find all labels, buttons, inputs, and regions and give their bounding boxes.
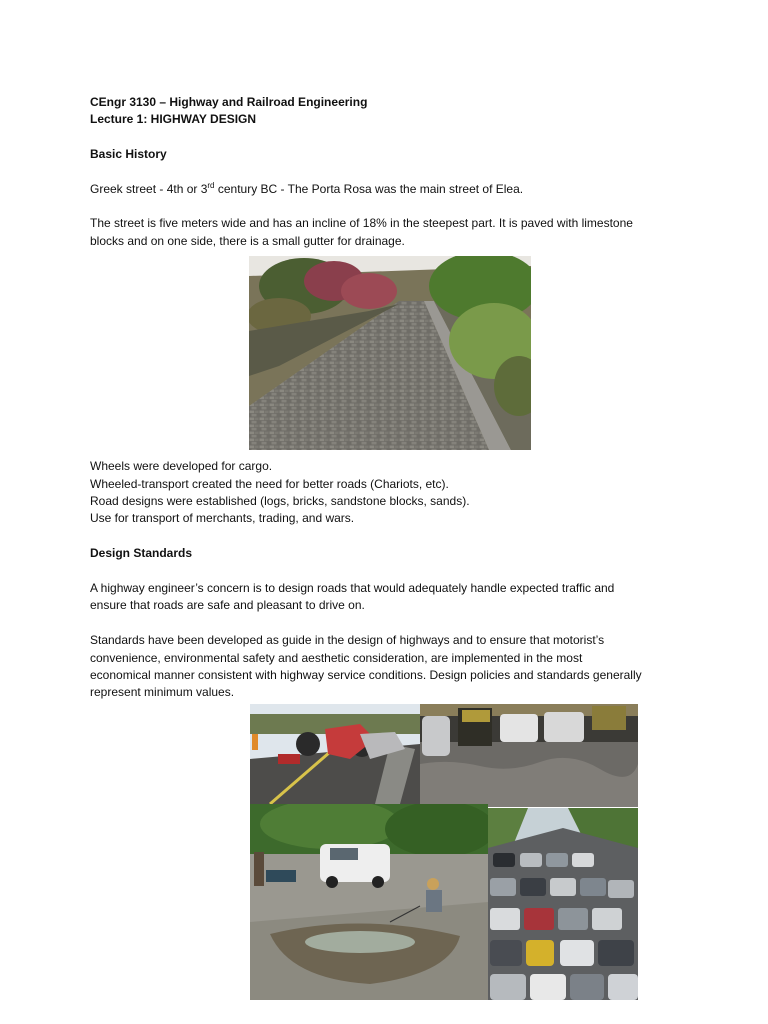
- history-point-1: Wheels were developed for cargo.: [90, 459, 273, 473]
- greek-street-text-before: Greek street - 4th or 3: [90, 182, 208, 196]
- lecture-title: Lecture 1: HIGHWAY DESIGN: [90, 112, 257, 126]
- design-standards-heading: Design Standards: [90, 546, 193, 560]
- basic-history-heading: Basic History: [90, 147, 167, 161]
- concern-line-2: ensure that roads are safe and pleasant to drive on.: [90, 598, 365, 612]
- history-point-3: Road designs were established (logs, bricks, sandstone blocks, sands).: [90, 494, 470, 508]
- pothole-road-photo: [250, 804, 488, 1000]
- standards-line-2: convenience, environmental safety and aesthetic consideration, are implemented in the most: [90, 651, 583, 665]
- standards-line-3: economical manner consistent with highway service conditions. Design policies and standards generally: [90, 668, 642, 682]
- concern-line-1: A highway engineer’s concern is to design roads that would adequately handle expected traffic and: [90, 581, 615, 595]
- street-description-line-2: blocks and on one side, there is a small gutter for drainage.: [90, 234, 405, 248]
- flooded-road-photo: [420, 704, 638, 807]
- road-accident-photo: [250, 704, 420, 804]
- greek-street-text-after: century BC - The Porta Rosa was the main street of Elea.: [214, 182, 524, 196]
- cobblestone-street-photo: [249, 256, 531, 450]
- greek-street-superscript: rd: [207, 181, 215, 190]
- standards-line-4: represent minimum values.: [90, 685, 235, 699]
- traffic-jam-photo: [488, 808, 638, 1000]
- standards-line-1: Standards have been developed as guide in the design of highways and to ensure that motorist’s: [90, 633, 605, 647]
- history-point-2: Wheeled-transport created the need for better roads (Chariots, etc).: [90, 477, 449, 491]
- history-point-4: Use for transport of merchants, trading, and wars.: [90, 511, 355, 525]
- course-title: CEngr 3130 – Highway and Railroad Engineering: [90, 95, 368, 109]
- street-description-line-1: The street is five meters wide and has an incline of 18% in the steepest part. It is paved with limestone: [90, 216, 633, 230]
- greek-street-line: [90, 181, 690, 199]
